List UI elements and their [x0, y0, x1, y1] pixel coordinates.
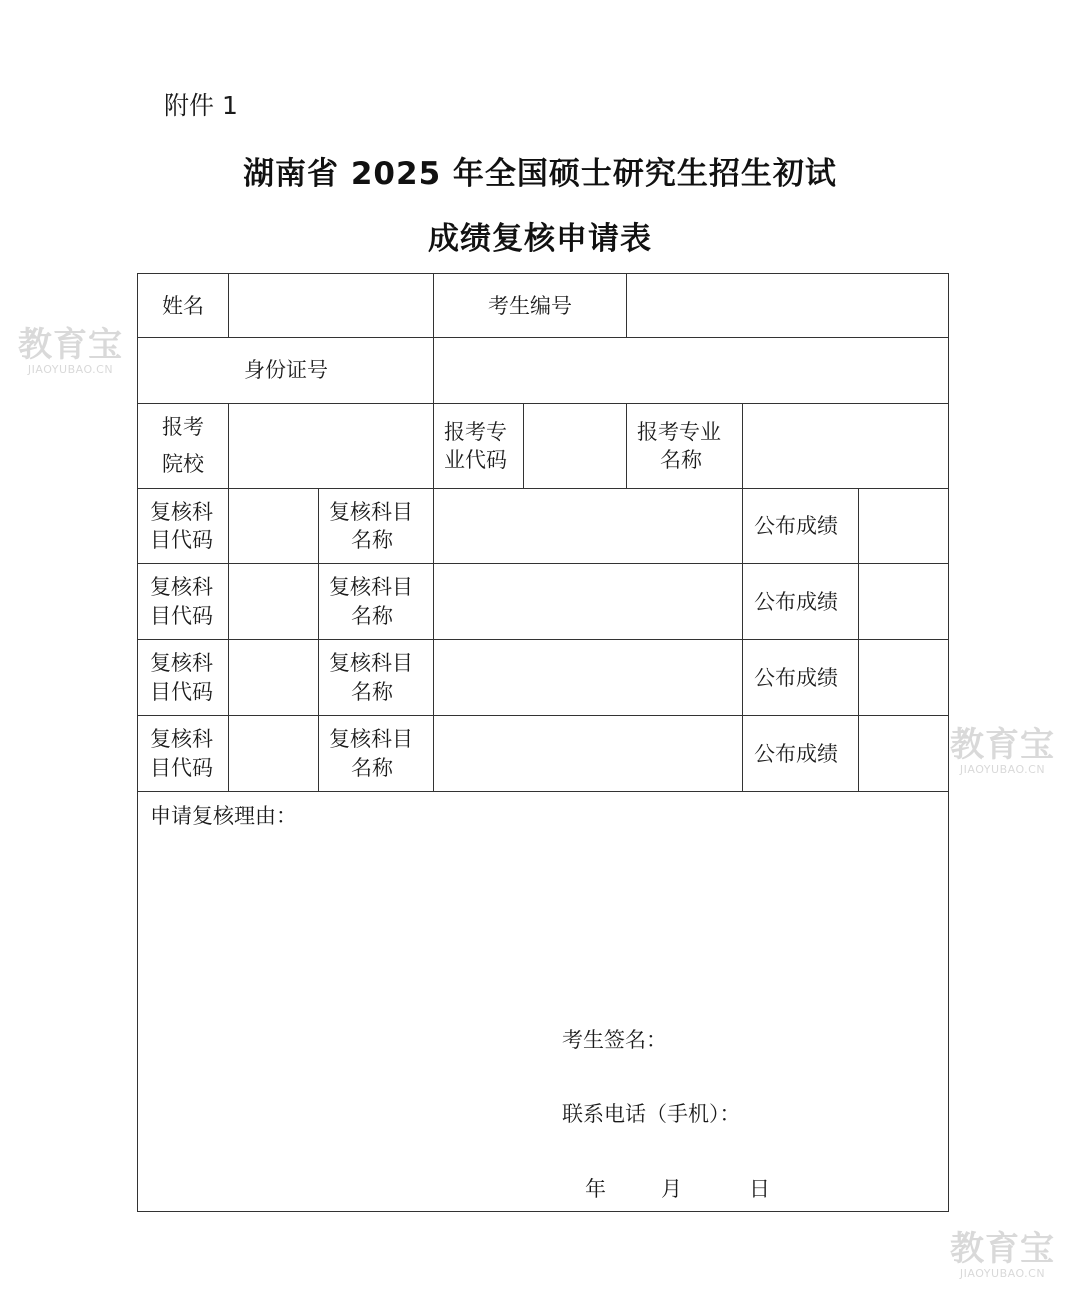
watermark-text: 教育宝 — [950, 725, 1055, 765]
published-score-field[interactable] — [859, 640, 948, 715]
subject-name-label-line1: 复核科目 — [329, 651, 413, 675]
review-application-form — [137, 273, 949, 1212]
date-day-label: 日 — [749, 1177, 770, 1201]
published-score-label: 公布成绩 — [754, 590, 838, 614]
exam-number-label: 考生编号 — [488, 294, 572, 318]
published-score-label: 公布成绩 — [754, 514, 838, 538]
subject-code-label-line1: 复核科 — [150, 500, 213, 524]
column-divider — [318, 488, 319, 791]
signature-label: 考生签名： — [562, 1028, 667, 1052]
subject-code-label-line1: 复核科 — [150, 575, 213, 599]
column-divider — [433, 403, 434, 488]
watermark-logo — [950, 1229, 1055, 1280]
attachment-label: 附件 1 — [164, 91, 238, 120]
subject-name-field[interactable] — [434, 564, 742, 639]
major-name-label-line1: 报考专业 — [637, 420, 721, 444]
subject-name-field[interactable] — [434, 489, 742, 563]
id-number-field[interactable] — [434, 338, 948, 403]
subject-code-field[interactable] — [229, 489, 318, 563]
column-divider — [742, 488, 743, 791]
page-title-line2: 成绩复核申请表 — [428, 221, 652, 257]
watermark-logo — [950, 725, 1055, 776]
subject-name-field[interactable] — [434, 640, 742, 715]
subject-name-label-line2: 名称 — [351, 528, 393, 552]
subject-name-label-line1: 复核科目 — [329, 727, 413, 751]
id-number-label: 身份证号 — [244, 358, 328, 382]
page-title-line1: 湖南省 2025 年全国硕士研究生招生初试 — [243, 156, 837, 192]
subject-name-label-line2: 名称 — [351, 680, 393, 704]
published-score-field[interactable] — [859, 489, 948, 563]
published-score-label: 公布成绩 — [754, 742, 838, 766]
major-name-label-line2: 名称 — [660, 448, 702, 472]
subject-code-label-line2: 目代码 — [150, 756, 213, 780]
name-field[interactable] — [229, 274, 433, 337]
column-divider — [626, 403, 627, 488]
major-code-label-line1: 报考专 — [444, 420, 507, 444]
subject-code-label-line2: 目代码 — [150, 680, 213, 704]
subject-code-label-line2: 目代码 — [150, 528, 213, 552]
major-code-label-line2: 业代码 — [444, 448, 507, 472]
phone-field[interactable] — [753, 1094, 943, 1134]
subject-name-label-line1: 复核科目 — [329, 500, 413, 524]
subject-code-label-line2: 目代码 — [150, 604, 213, 628]
reason-field[interactable] — [138, 834, 948, 1004]
signature-field[interactable] — [668, 1019, 938, 1059]
reason-label: 申请复核理由： — [150, 804, 297, 828]
school-label-line2: 院校 — [162, 452, 204, 476]
watermark-text: 教育宝 — [950, 1229, 1055, 1269]
subject-name-label-line2: 名称 — [351, 604, 393, 628]
subject-code-field[interactable] — [229, 564, 318, 639]
subject-name-label-line1: 复核科目 — [329, 575, 413, 599]
subject-code-label-line1: 复核科 — [150, 727, 213, 751]
subject-code-field[interactable] — [229, 716, 318, 791]
watermark-url: JIAOYUBAO.CN — [27, 363, 114, 376]
watermark-text: 教育宝 — [18, 325, 123, 365]
major-name-field[interactable] — [743, 404, 948, 488]
row-divider — [138, 791, 948, 792]
watermark-url: JIAOYUBAO.CN — [959, 763, 1046, 776]
watermark-url: JIAOYUBAO.CN — [959, 1267, 1046, 1280]
column-divider — [433, 274, 434, 337]
subject-code-label-line1: 复核科 — [150, 651, 213, 675]
published-score-field[interactable] — [859, 716, 948, 791]
date-year-label: 年 — [585, 1177, 606, 1201]
watermark-logo — [18, 325, 123, 376]
published-score-field[interactable] — [859, 564, 948, 639]
published-score-label: 公布成绩 — [754, 666, 838, 690]
subject-name-label-line2: 名称 — [351, 756, 393, 780]
school-label-line1: 报考 — [162, 415, 204, 439]
school-field[interactable] — [229, 404, 433, 488]
subject-name-field[interactable] — [434, 716, 742, 791]
phone-label: 联系电话（手机）： — [562, 1102, 741, 1126]
major-code-field[interactable] — [524, 404, 626, 488]
name-label: 姓名 — [162, 294, 204, 318]
subject-code-field[interactable] — [229, 640, 318, 715]
date-month-label: 月 — [661, 1177, 682, 1201]
exam-number-field[interactable] — [627, 274, 948, 337]
